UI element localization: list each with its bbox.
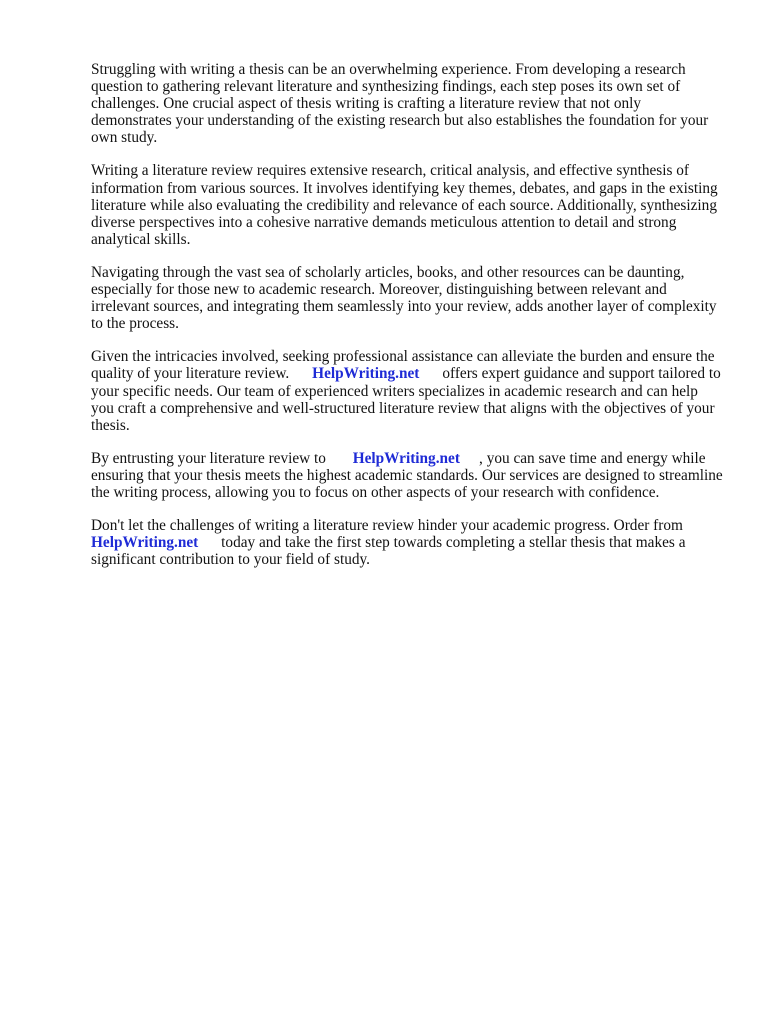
paragraph-text-after-link: today and take the first step towards completing a stellar thesis that makes a significant contribution to your field of study. bbox=[91, 534, 690, 569]
paragraph-call-to-action bbox=[91, 517, 723, 568]
document-page bbox=[91, 61, 727, 584]
paragraph-intro: Struggling with writing a thesis can be an overwhelming experience. From developing a research question to gathering relevant literature and synthesizing findings, each step poses its own set of challenges. One crucial aspect of thesis writing is crafting a literature review that not only demonstrates your understanding of the existing research but also establishes the foundation for your own study. bbox=[91, 61, 713, 147]
helpwriting-link[interactable]: HelpWriting.net bbox=[352, 449, 460, 467]
paragraph-navigating: Navigating through the vast sea of scholarly articles, books, and other resources can be daunting, especially for those new to academic research. Moreover, distinguishing between relevant and irrelevant sources, and integrating them seamlessly into your review, adds another layer of complexity to the process. bbox=[91, 263, 721, 333]
paragraph-text-before-link: Don't let the challenges of writing a literature review hinder your academic progress. Order from bbox=[91, 517, 687, 535]
paragraph-entrusting bbox=[91, 449, 727, 501]
helpwriting-link[interactable]: HelpWriting.net bbox=[91, 534, 199, 552]
paragraph-text-after-link: , you can save time and energy while ensuring that your thesis meets the highest academic standards. Our services are designed to streamline the writing process, allowing you to focus on other aspects of your research with confidence. bbox=[91, 449, 727, 501]
helpwriting-link[interactable]: HelpWriting.net bbox=[312, 365, 420, 383]
paragraph-literature-review: Writing a literature review requires extensive research, critical analysis, and effective synthesis of information from various sources. It involves identifying key themes, debates, and gaps in the existing literature while also evaluating the credibility and relevance of each source. Additionally, synthesizing diverse perspectives into a cohesive narrative demands meticulous attention to detail and strong analytical skills. bbox=[91, 162, 722, 248]
paragraph-professional-assistance bbox=[91, 348, 723, 433]
paragraph-text-before-link: Given the intricacies involved, seeking professional assistance can alleviate the burden and ensure the quality of your literature review. bbox=[91, 348, 719, 383]
paragraph-text-after-link: offers expert guidance and support tailored to your specific needs. Our team of experienced writers specializes in academic research and can help you craft a comprehensive and well-structured literature review that aligns with the objectives of your thesis. bbox=[91, 365, 725, 434]
paragraph-text-before-link: By entrusting your literature review to bbox=[91, 449, 353, 467]
